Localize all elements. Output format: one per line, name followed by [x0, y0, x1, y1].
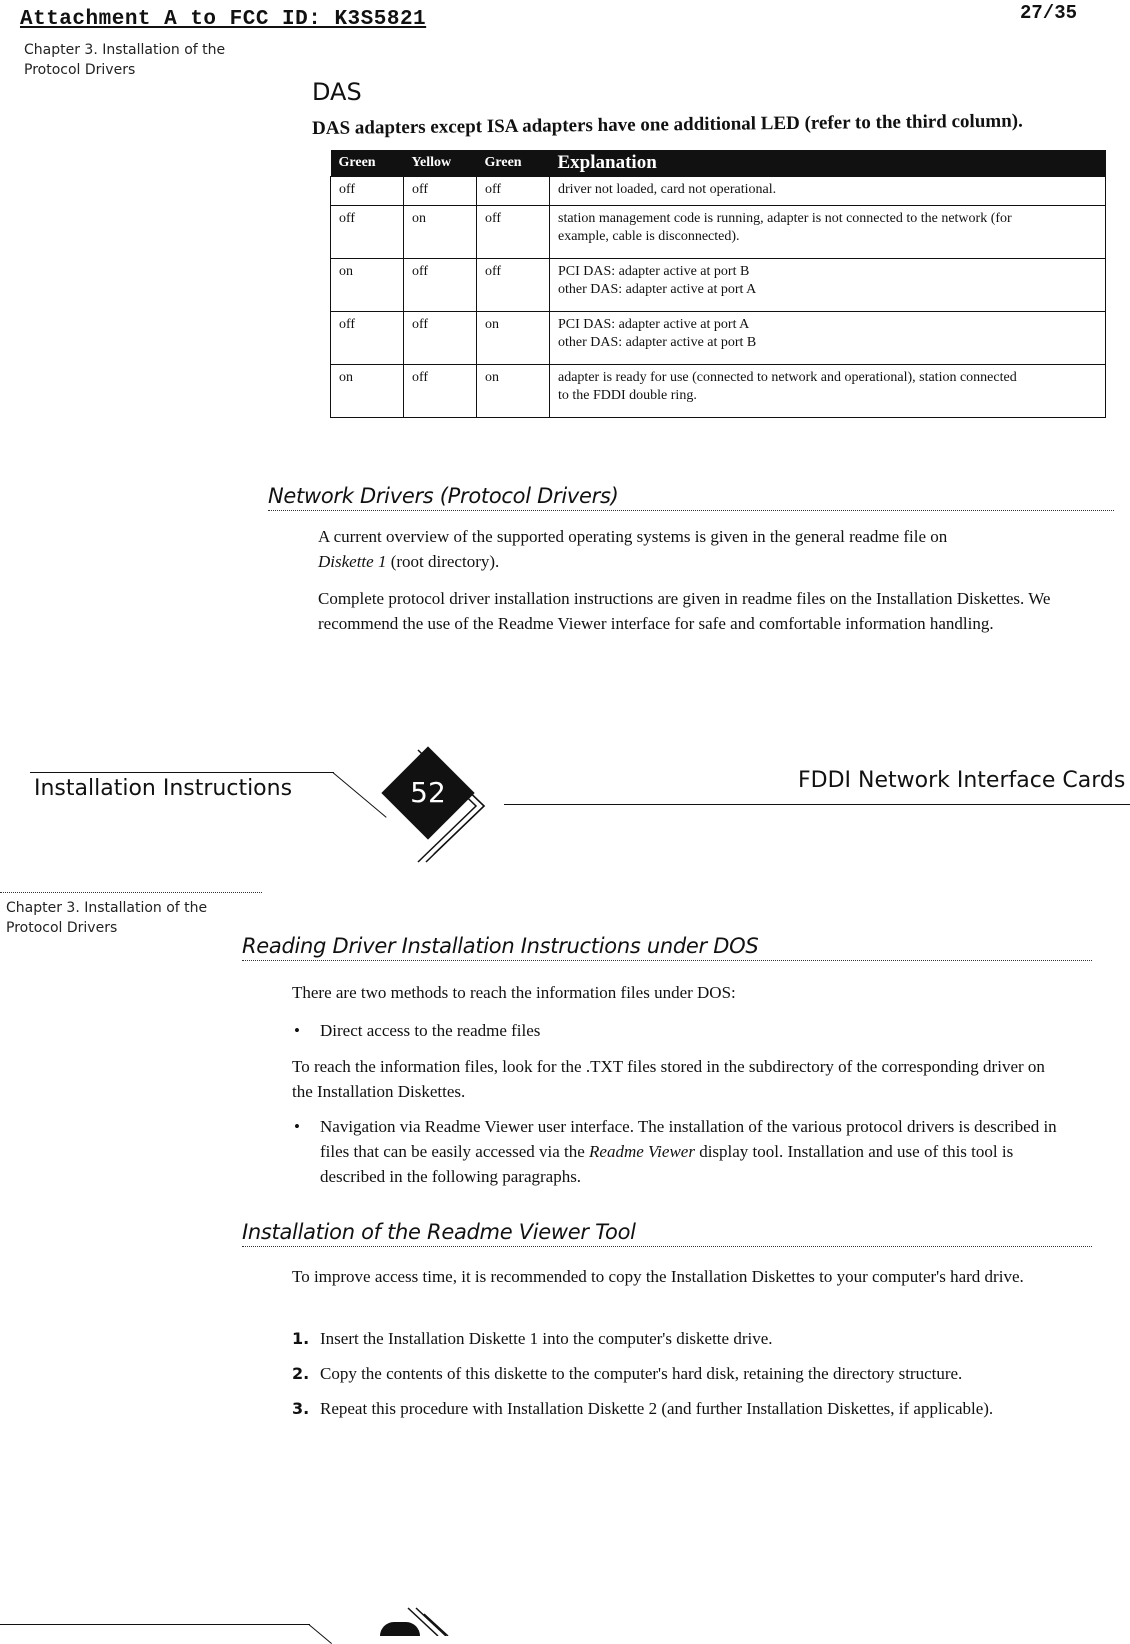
install-steps — [292, 1326, 1072, 1431]
bullet-direct-access: • Direct access to the readme files — [292, 1018, 1092, 1043]
das-heading: DAS — [312, 78, 362, 106]
table-cell-explanation: adapter is ready for use (connected to network and operational), station connected to the FDDI double ring. — [550, 365, 1106, 418]
chapter-label-line1: Chapter 3. Installation of the — [24, 42, 226, 58]
network-drivers-heading — [268, 484, 1114, 511]
dos-heading — [242, 934, 1092, 961]
das-intro: DAS adapters except ISA adapters have one additional LED (refer to the third column). — [312, 110, 1023, 139]
table-cell: off — [477, 206, 550, 259]
network-drivers-heading-text: Network Drivers (Protocol Drivers) — [268, 484, 619, 508]
reach-text: To reach the information files, look for the .TXT files stored in the subdirectory of the corresponding driver on the Installation Diskettes. — [292, 1057, 1045, 1101]
chapter-label-2-line2: Protocol Drivers — [6, 920, 118, 936]
table-cell-explanation: PCI DAS: adapter active at port B other DAS: adapter active at port A — [550, 259, 1106, 312]
footer-rule-right — [504, 804, 1130, 805]
chapter-label — [24, 40, 225, 80]
table-cell: off — [404, 259, 477, 312]
table-cell: off — [404, 177, 477, 206]
chapter-separator — [0, 892, 262, 893]
step-item: 2. Copy the contents of this diskette to the computer's hard disk, retaining the directory structure. — [292, 1364, 963, 1383]
footer2-rule-left — [0, 1624, 310, 1625]
table-cell: on — [331, 365, 404, 418]
attachment-title: Attachment A to FCC ID: K3S5821 — [20, 8, 427, 31]
table-row — [331, 206, 1106, 259]
table-row — [331, 312, 1106, 365]
table-cell: off — [331, 177, 404, 206]
tool-heading — [242, 1220, 1092, 1247]
led-table-header — [331, 150, 1106, 177]
footer-right-title: FDDI Network Interface Cards — [798, 768, 1126, 793]
network-drivers-para-2: Complete protocol driver installation instructions are given in readme files on the Installation Diskettes. We recommend the use of the Readme Viewer interface for safe and comfortable information handling. — [318, 589, 1051, 633]
chapter-label-2-line1: Chapter 3. Installation of the — [6, 900, 208, 916]
step-item: 3. Repeat this procedure with Installation Diskette 2 (and further Installation Diskettes, if applicable). — [292, 1399, 994, 1418]
table-cell: off — [331, 206, 404, 259]
table-cell: on — [331, 259, 404, 312]
footer2-badge — [380, 1622, 420, 1636]
dos-intro: There are two methods to reach the information files under DOS: — [292, 983, 736, 1002]
footer-left-title: Installation Instructions — [34, 776, 293, 801]
footer-rule-left — [30, 772, 334, 773]
dos-bullets-2 — [292, 1114, 1082, 1189]
chapter-label-2 — [6, 898, 207, 938]
table-cell: off — [331, 312, 404, 365]
page-counter: 27/35 — [1020, 2, 1078, 24]
col-header-green-2: Green — [477, 150, 550, 177]
footer2-rule-diagonal — [308, 1624, 332, 1644]
table-cell: off — [404, 312, 477, 365]
chapter-label-line2: Protocol Drivers — [24, 62, 136, 78]
led-table — [330, 150, 1106, 418]
step-item: 1. Insert the Installation Diskette 1 into the computer's diskette drive. — [292, 1329, 773, 1348]
table-cell-explanation: station management code is running, adapter is not connected to the network (for example, cable is disconnected). — [550, 206, 1106, 259]
table-cell-explanation: PCI DAS: adapter active at port A other DAS: adapter active at port B — [550, 312, 1106, 365]
table-cell: off — [477, 177, 550, 206]
dos-heading-text: Reading Driver Installation Instructions under DOS — [242, 934, 759, 958]
tool-intro: To improve access time, it is recommended to copy the Installation Diskettes to your computer's hard drive. — [292, 1267, 1024, 1286]
table-row — [331, 177, 1106, 206]
col-header-explanation: Explanation — [550, 150, 1106, 177]
network-drivers-para-1: A current overview of the supported operating systems is given in the general readme file on Diskette 1 (root directory). — [318, 527, 948, 571]
col-header-yellow: Yellow — [404, 150, 477, 177]
page-number: 52 — [410, 776, 446, 809]
table-cell: on — [404, 206, 477, 259]
tool-heading-text: Installation of the Readme Viewer Tool — [242, 1220, 636, 1244]
table-cell: off — [477, 259, 550, 312]
table-row — [331, 259, 1106, 312]
dos-bullets-1 — [292, 1018, 1092, 1043]
table-row — [331, 365, 1106, 418]
table-cell: on — [477, 312, 550, 365]
bullet-navigation: • Navigation via Readme Viewer user interface. The installation of the various protocol drivers is described in files that can be easily accessed via the Readme Viewer display tool. Installation and use of this tool is described in the following paragraphs. — [292, 1114, 1082, 1189]
table-cell: off — [404, 365, 477, 418]
table-cell: on — [477, 365, 550, 418]
col-header-green: Green — [331, 150, 404, 177]
table-cell-explanation: driver not loaded, card not operational. — [550, 177, 1106, 206]
